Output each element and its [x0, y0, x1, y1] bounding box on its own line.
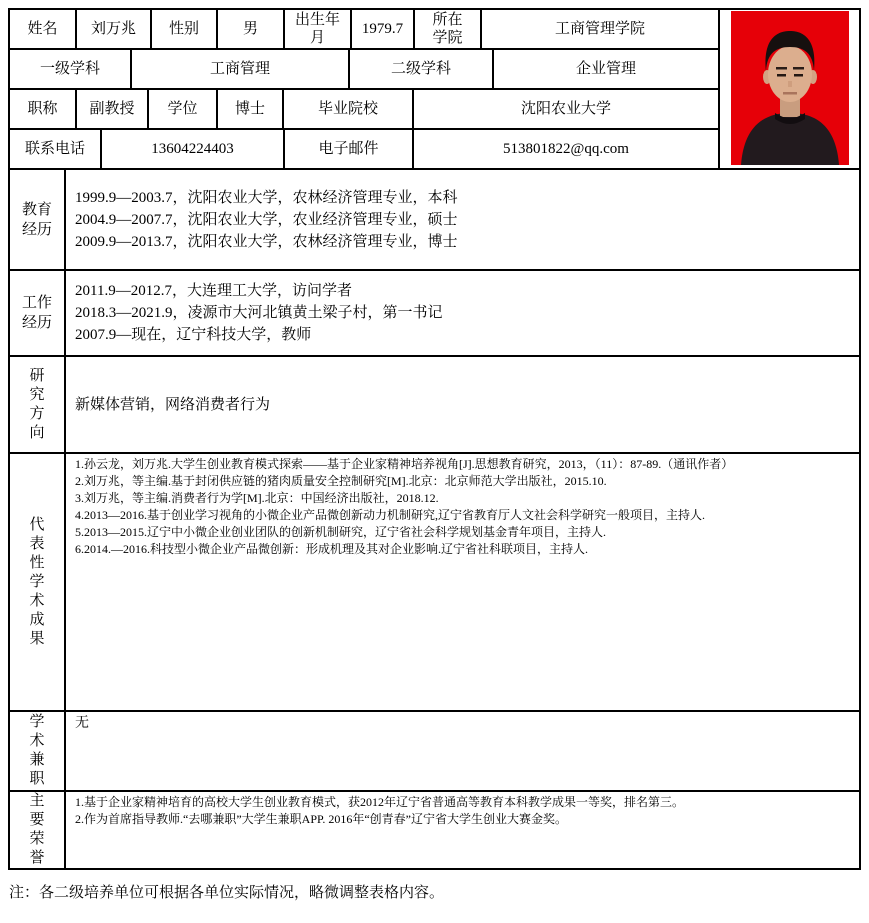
- row-disciplines: [10, 50, 718, 90]
- section-research: [10, 357, 859, 454]
- secondary-discipline-value: 企业管理: [575, 61, 636, 77]
- basic-info-block: [10, 10, 859, 170]
- alma-mater-label: 毕业院校: [284, 90, 414, 128]
- achievement-item: 2.刘万兆，等主编.基于封闭供应链的猪肉质量安全控制研究[M].北京：北京师范大学出版社，2015.10.: [75, 474, 607, 488]
- gender-label: 性别: [152, 10, 218, 48]
- education-content: [66, 170, 859, 269]
- primary-discipline-value: 工商管理: [132, 50, 350, 88]
- honors-label: 主要荣誉: [10, 792, 66, 868]
- achievement-item: 3.刘万兆，等主编.消费者行为学[M].北京：中国经济出版社，2018.12.: [75, 491, 439, 505]
- alma-mater-value: 沈阳农业大学: [520, 101, 611, 117]
- name-label: 姓名: [10, 10, 77, 48]
- row-name-gender-birth-college: [10, 10, 718, 50]
- email-value: 513801822@qq.com: [503, 141, 629, 157]
- work-line: 2007.9—现在，辽宁科技大学，教师: [75, 327, 312, 343]
- honor-item: 2.作为首席指导教师.“去哪兼职”大学生兼职APP. 2016年“创青春”辽宁省大学生创业大赛金奖。: [75, 812, 567, 826]
- education-line: 2004.9—2007.7，沈阳农业大学，农业经济管理专业，硕士: [75, 211, 458, 228]
- row-title-degree-school: [10, 90, 718, 130]
- research-label: 研究方向: [10, 357, 66, 452]
- positions-content: [66, 712, 859, 790]
- work-line: 2018.3—2021.9，凌源市大河北镇黄土梁子村，第一书记: [75, 305, 443, 321]
- positions-line: 无: [75, 716, 89, 731]
- basic-info-grid: [10, 10, 720, 168]
- id-photo: [731, 11, 849, 165]
- college-value: 工商管理学院: [554, 21, 645, 37]
- degree-label: 学位: [149, 90, 218, 128]
- birth-value: 1979.7: [352, 10, 415, 48]
- name-value: 刘万兆: [77, 10, 152, 48]
- phone-label: 联系电话: [10, 130, 102, 168]
- achievements-label: 代表性学术成果: [10, 454, 66, 710]
- work-label: 工作经历: [10, 271, 66, 355]
- work-content: [66, 271, 859, 355]
- college-label: 所在学院: [415, 10, 482, 48]
- title-value: 副教授: [77, 90, 149, 128]
- email-label: 电子邮件: [285, 130, 414, 168]
- research-content: [66, 357, 859, 452]
- row-contact: [10, 130, 718, 168]
- photo-cell: [720, 10, 859, 168]
- achievement-item: 6.2014.—2016.科技型小微企业产品微创新：形成机理及其对企业影响.辽宁省社科联项目，主持人.: [75, 542, 589, 556]
- research-line: 新媒体营销，网络消费者行为: [75, 396, 271, 413]
- positions-label: 学术兼职: [10, 712, 66, 790]
- section-achievements: [10, 454, 859, 712]
- section-education: [10, 170, 859, 271]
- education-line: 1999.9—2003.7，沈阳农业大学，农林经济管理专业，本科: [75, 189, 458, 206]
- achievements-content: [66, 454, 859, 710]
- footnote: 注：各二级培养单位可根据各单位实际情况，略微调整表格内容。: [9, 885, 445, 901]
- achievement-item: 4.2013—2016.基于创业学习视角的小微企业产品微创新动力机制研究,辽宁省教育厅人文社会科学研究一般项目，主持人.: [75, 508, 706, 522]
- section-honors: [10, 792, 859, 868]
- section-work: [10, 271, 859, 357]
- education-label: 教育经历: [10, 170, 66, 269]
- achievement-item: 1.孙云龙，刘万兆.大学生创业教育模式探索——基于企业家精神培养视角[J].思想教育研究，2013，（11）：87-89.（通讯作者）: [75, 457, 734, 471]
- honor-item: 1.基于企业家精神培育的高校大学生创业教育模式，获2012年辽宁省普通高等教育本科教学成果一等奖，排名第三。: [75, 795, 685, 809]
- phone-value: 13604224403: [102, 130, 285, 168]
- primary-discipline-label: 一级学科: [10, 50, 132, 88]
- secondary-discipline-label: 二级学科: [350, 50, 494, 88]
- achievement-item: 5.2013—2015.辽宁中小微企业创业团队的创新机制研究，辽宁省社会科学规划基金青年项目，主持人.: [75, 525, 607, 539]
- degree-value: 博士: [218, 90, 284, 128]
- education-line: 2009.9—2013.7，沈阳农业大学，农林经济管理专业，博士: [75, 233, 458, 250]
- honors-content: [66, 792, 859, 868]
- birth-label: 出生年月: [285, 10, 352, 48]
- title-label: 职称: [10, 90, 77, 128]
- gender-value: 男: [218, 10, 285, 48]
- work-line: 2011.9—2012.7，大连理工大学，访问学者: [75, 283, 352, 299]
- faculty-profile-table: [8, 8, 861, 870]
- section-positions: [10, 712, 859, 792]
